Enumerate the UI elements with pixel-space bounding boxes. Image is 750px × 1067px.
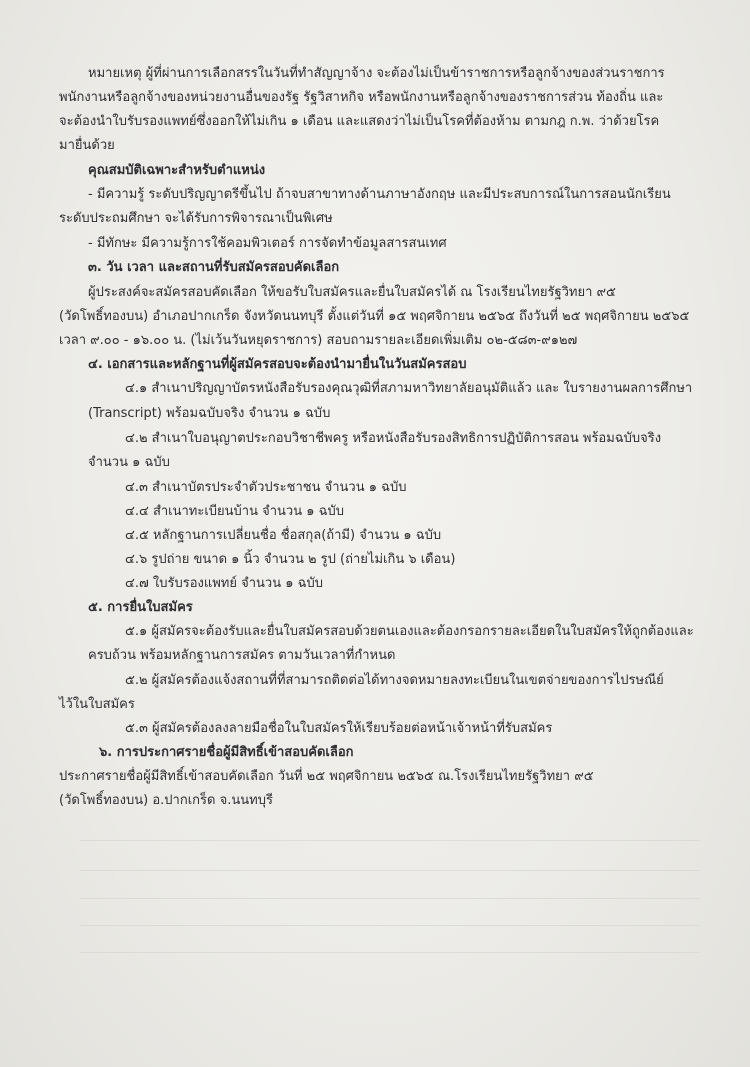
section4-heading: ๔. เอกสารและหลักฐานที่ผู้สมัครสอบจะต้องนำมายื่นในวันสมัครสอบ bbox=[88, 357, 467, 372]
section4-item: (Transcript) พร้อมฉบับจริง จำนวน ๑ ฉบับ bbox=[88, 406, 331, 421]
note-line: หมายเหตุ ผู้ที่ผ่านการเลือกสรรในวันที่ทำสัญญาจ้าง จะต้องไม่เป็นข้าราชการหรือลูกจ้างของส่วนราชการ bbox=[88, 66, 665, 81]
qualifications-heading: คุณสมบัติเฉพาะสำหรับตำแหน่ง bbox=[88, 163, 266, 178]
section3-line: (วัดโพธิ์ทองบน) อำเภอปากเกร็ด จังหวัดนนทบุรี ตั้งแต่วันที่ ๑๕ พฤศจิกายน ๒๕๖๕ ถึงวันที่ ๒๕ พฤศจิกายน ๒๕๖๕ bbox=[59, 309, 690, 324]
section3-line: เวลา ๙.๐๐ - ๑๖.๐๐ น. (ไม่เว้นวันหยุดราชการ) สอบถามรายละเอียดเพิ่มเติม ๐๒-๕๘๓-๙๑๒๗ bbox=[59, 333, 578, 348]
note-line: พนักงานหรือลูกจ้างของหน่วยงานอื่นของรัฐ รัฐวิสาหกิจ หรือพนักงานหรือลูกจ้างของราชการส่วน ท้องถิ่น และ bbox=[59, 90, 664, 105]
section5-item: ครบถ้วน พร้อมหลักฐานการสมัคร ตามวันเวลาที่กำหนด bbox=[88, 648, 396, 663]
section5-item: ๕.๑ ผู้สมัครจะต้องรับและยื่นใบสมัครสอบด้วยตนเองและต้องกรอกรายละเอียดในใบสมัครให้ถูกต้องและ bbox=[125, 624, 694, 639]
section6-line: (วัดโพธิ์ทองบน) อ.ปากเกร็ด จ.นนทบุรี bbox=[59, 793, 273, 808]
section4-item: ๔.๓ สำเนาบัตรประจำตัวประชาชน จำนวน ๑ ฉบับ bbox=[125, 480, 407, 495]
note-line: จะต้องนำใบรับรองแพทย์ซึ่งออกให้ไม่เกิน ๑ เดือน และแสดงว่าไม่เป็นโรคที่ต้องห้าม ตามกฎ ก.พ. ว่าด้วยโรค bbox=[59, 114, 660, 129]
section5-item: ๕.๓ ผู้สมัครต้องลงลายมือชื่อในใบสมัครให้เรียบร้อยต่อหน้าเจ้าหน้าที่รับสมัคร bbox=[125, 721, 553, 736]
section4-item: ๔.๔ สำเนาทะเบียนบ้าน จำนวน ๑ ฉบับ bbox=[125, 504, 344, 519]
note-line: มายื่นด้วย bbox=[59, 138, 115, 153]
section3-heading: ๓. วัน เวลา และสถานที่รับสมัครสอบคัดเลือก bbox=[88, 260, 340, 275]
section6-line: ประกาศรายชื่อผู้มีสิทธิ์เข้าสอบคัดเลือก วันที่ ๒๕ พฤศจิกายน ๒๕๖๕ ณ.โรงเรียนไทยรัฐวิทยา ๙๕ bbox=[59, 769, 594, 784]
section3-line: ผู้ประสงค์จะสมัครสอบคัดเลือก ให้ขอรับใบสมัครและยื่นใบสมัครได้ ณ โรงเรียนไทยรัฐวิทยา ๙๕ bbox=[88, 285, 616, 300]
section4-item: ๔.๑ สำเนาปริญญาบัตรหนังสือรับรองคุณวุฒิที่สภามหาวิทยาลัยอนุมัติแล้ว และ ใบรายงานผลการศึกษา bbox=[125, 381, 693, 396]
qualification-line: - มีความรู้ ระดับปริญญาตรีขึ้นไป ถ้าจบสาขาทางด้านภาษาอังกฤษ และมีประสบการณ์ในการสอนนักเรียน bbox=[88, 187, 671, 202]
section4-item: จำนวน ๑ ฉบับ bbox=[88, 455, 170, 470]
section5-item: ไว้ในใบสมัคร bbox=[59, 697, 135, 712]
section4-item: ๔.๕ หลักฐานการเปลี่ยนชื่อ ชื่อสกุล(ถ้ามี) จำนวน ๑ ฉบับ bbox=[125, 528, 442, 543]
section5-heading: ๕. การยื่นใบสมัคร bbox=[88, 600, 193, 615]
section4-item: ๔.๒ สำเนาใบอนุญาตประกอบวิชาชีพครู หรือหนังสือรับรองสิทธิการปฏิบัติการสอน พร้อมฉบับจริง bbox=[125, 431, 662, 446]
section5-item: ๕.๒ ผู้สมัครต้องแจ้งสถานที่ที่สามารถติดต่อได้ทางจดหมายลงทะเบียนในเขตจ่ายของการไปรษณีย์ bbox=[125, 673, 664, 688]
qualification-line: - มีทักษะ มีความรู้การใช้คอมพิวเตอร์ การจัดทำข้อมูลสารสนเทศ bbox=[88, 236, 447, 251]
section4-item: ๔.๗ ใบรับรองแพทย์ จำนวน ๑ ฉบับ bbox=[125, 576, 323, 591]
section4-item: ๔.๖ รูปถ่าย ขนาด ๑ นิ้ว จำนวน ๒ รูป (ถ่ายไม่เกิน ๖ เดือน) bbox=[125, 552, 456, 567]
section6-heading: ๖. การประกาศรายชื่อผู้มีสิทธิ์เข้าสอบคัดเลือก bbox=[99, 745, 354, 760]
qualification-line: ระดับประถมศึกษา จะได้รับการพิจารณาเป็นพิเศษ bbox=[59, 211, 333, 226]
